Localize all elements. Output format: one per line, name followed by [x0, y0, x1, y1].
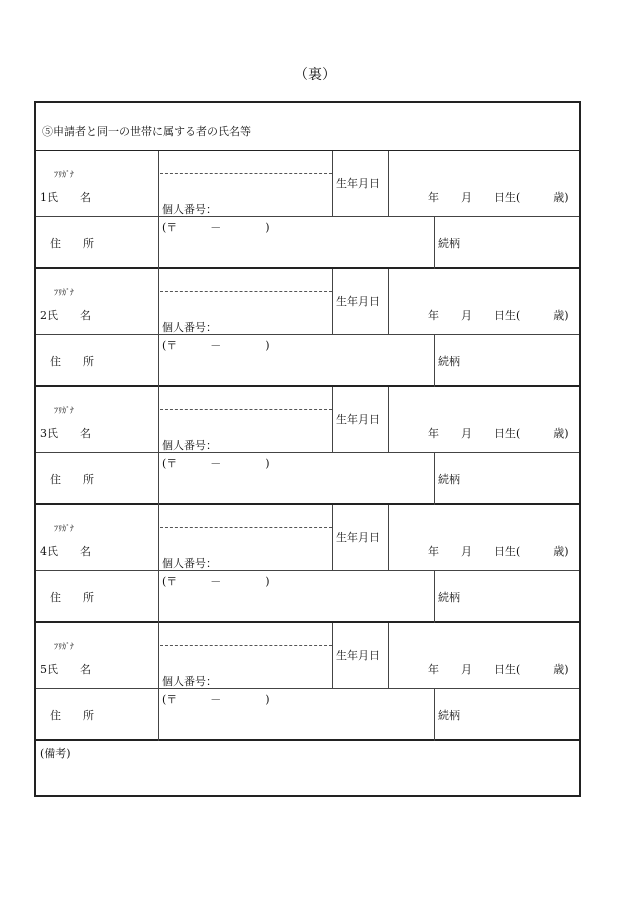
kojin-bango-label: 個人番号： [162, 203, 217, 216]
section-header [36, 103, 579, 151]
postal-code: (〒 － ) [162, 575, 270, 588]
member-block [36, 623, 579, 741]
dob-value: 年 月 日生( 歳) [428, 545, 569, 558]
section-header-text: ⑤申請者と同一の世帯に属する者の氏名等 [42, 125, 251, 138]
name-input-cell[interactable] [159, 151, 332, 216]
kojin-bango-label: 個人番号： [162, 321, 217, 334]
notes-label: (備考) [40, 747, 71, 760]
dob-value: 年 月 日生( 歳) [428, 191, 569, 204]
furigana-label: ﾌﾘｶﾞﾅ [54, 170, 74, 179]
dob-value: 年 月 日生( 歳) [428, 663, 569, 676]
divider [388, 505, 389, 570]
postal-code: (〒 － ) [162, 339, 270, 352]
divider [332, 387, 333, 452]
dob-label: 生年月日 [336, 295, 380, 308]
household-members-form [34, 101, 581, 797]
furigana-label: ﾌﾘｶﾞﾅ [54, 642, 74, 651]
kojin-bango-label: 個人番号： [162, 675, 217, 688]
divider [332, 269, 333, 334]
postal-code: (〒 － ) [162, 221, 270, 234]
member-block [36, 505, 579, 623]
divider [434, 334, 435, 387]
furigana-label: ﾌﾘｶﾞﾅ [54, 288, 74, 297]
dob-label: 生年月日 [336, 413, 380, 426]
relation-input-cell[interactable] [466, 689, 579, 741]
relation-input-cell[interactable] [466, 453, 579, 505]
divider [434, 216, 435, 269]
name-label: 5氏 名 [40, 663, 91, 676]
furigana-label: ﾌﾘｶﾞﾅ [54, 524, 74, 533]
address-label: 住 所 [50, 237, 94, 250]
divider [388, 269, 389, 334]
kojin-bango-label: 個人番号： [162, 439, 217, 452]
kojin-bango-label: 個人番号： [162, 557, 217, 570]
name-label: 1氏 名 [40, 191, 91, 204]
relation-input-cell[interactable] [466, 335, 579, 387]
divider [332, 151, 333, 216]
relation-label: 続柄 [438, 591, 460, 604]
name-input-cell[interactable] [159, 269, 332, 334]
name-input-cell[interactable] [159, 505, 332, 570]
notes-area[interactable] [36, 739, 579, 795]
divider [434, 570, 435, 623]
relation-input-cell[interactable] [466, 217, 579, 269]
dob-value: 年 月 日生( 歳) [428, 427, 569, 440]
relation-input-cell[interactable] [466, 571, 579, 623]
address-label: 住 所 [50, 355, 94, 368]
dob-label: 生年月日 [336, 649, 380, 662]
address-label: 住 所 [50, 709, 94, 722]
dob-value: 年 月 日生( 歳) [428, 309, 569, 322]
address-input-cell[interactable] [159, 571, 434, 623]
address-input-cell[interactable] [159, 335, 434, 387]
divider [332, 623, 333, 688]
name-label: 2氏 名 [40, 309, 91, 322]
address-label: 住 所 [50, 591, 94, 604]
relation-label: 続柄 [438, 237, 460, 250]
relation-label: 続柄 [438, 473, 460, 486]
postal-code: (〒 － ) [162, 693, 270, 706]
member-block [36, 269, 579, 387]
divider [388, 623, 389, 688]
page-title: （裏） [294, 67, 336, 83]
relation-label: 続柄 [438, 709, 460, 722]
dob-label: 生年月日 [336, 531, 380, 544]
divider [332, 505, 333, 570]
furigana-label: ﾌﾘｶﾞﾅ [54, 406, 74, 415]
divider [434, 688, 435, 741]
relation-label: 続柄 [438, 355, 460, 368]
name-input-cell[interactable] [159, 387, 332, 452]
postal-code: (〒 － ) [162, 457, 270, 470]
address-input-cell[interactable] [159, 689, 434, 741]
address-input-cell[interactable] [159, 453, 434, 505]
dob-label: 生年月日 [336, 177, 380, 190]
divider [388, 151, 389, 216]
member-block [36, 151, 579, 269]
name-label: 4氏 名 [40, 545, 91, 558]
name-label: 3氏 名 [40, 427, 91, 440]
address-input-cell[interactable] [159, 217, 434, 269]
member-block [36, 387, 579, 505]
name-input-cell[interactable] [159, 623, 332, 688]
divider [434, 452, 435, 505]
divider [388, 387, 389, 452]
address-label: 住 所 [50, 473, 94, 486]
